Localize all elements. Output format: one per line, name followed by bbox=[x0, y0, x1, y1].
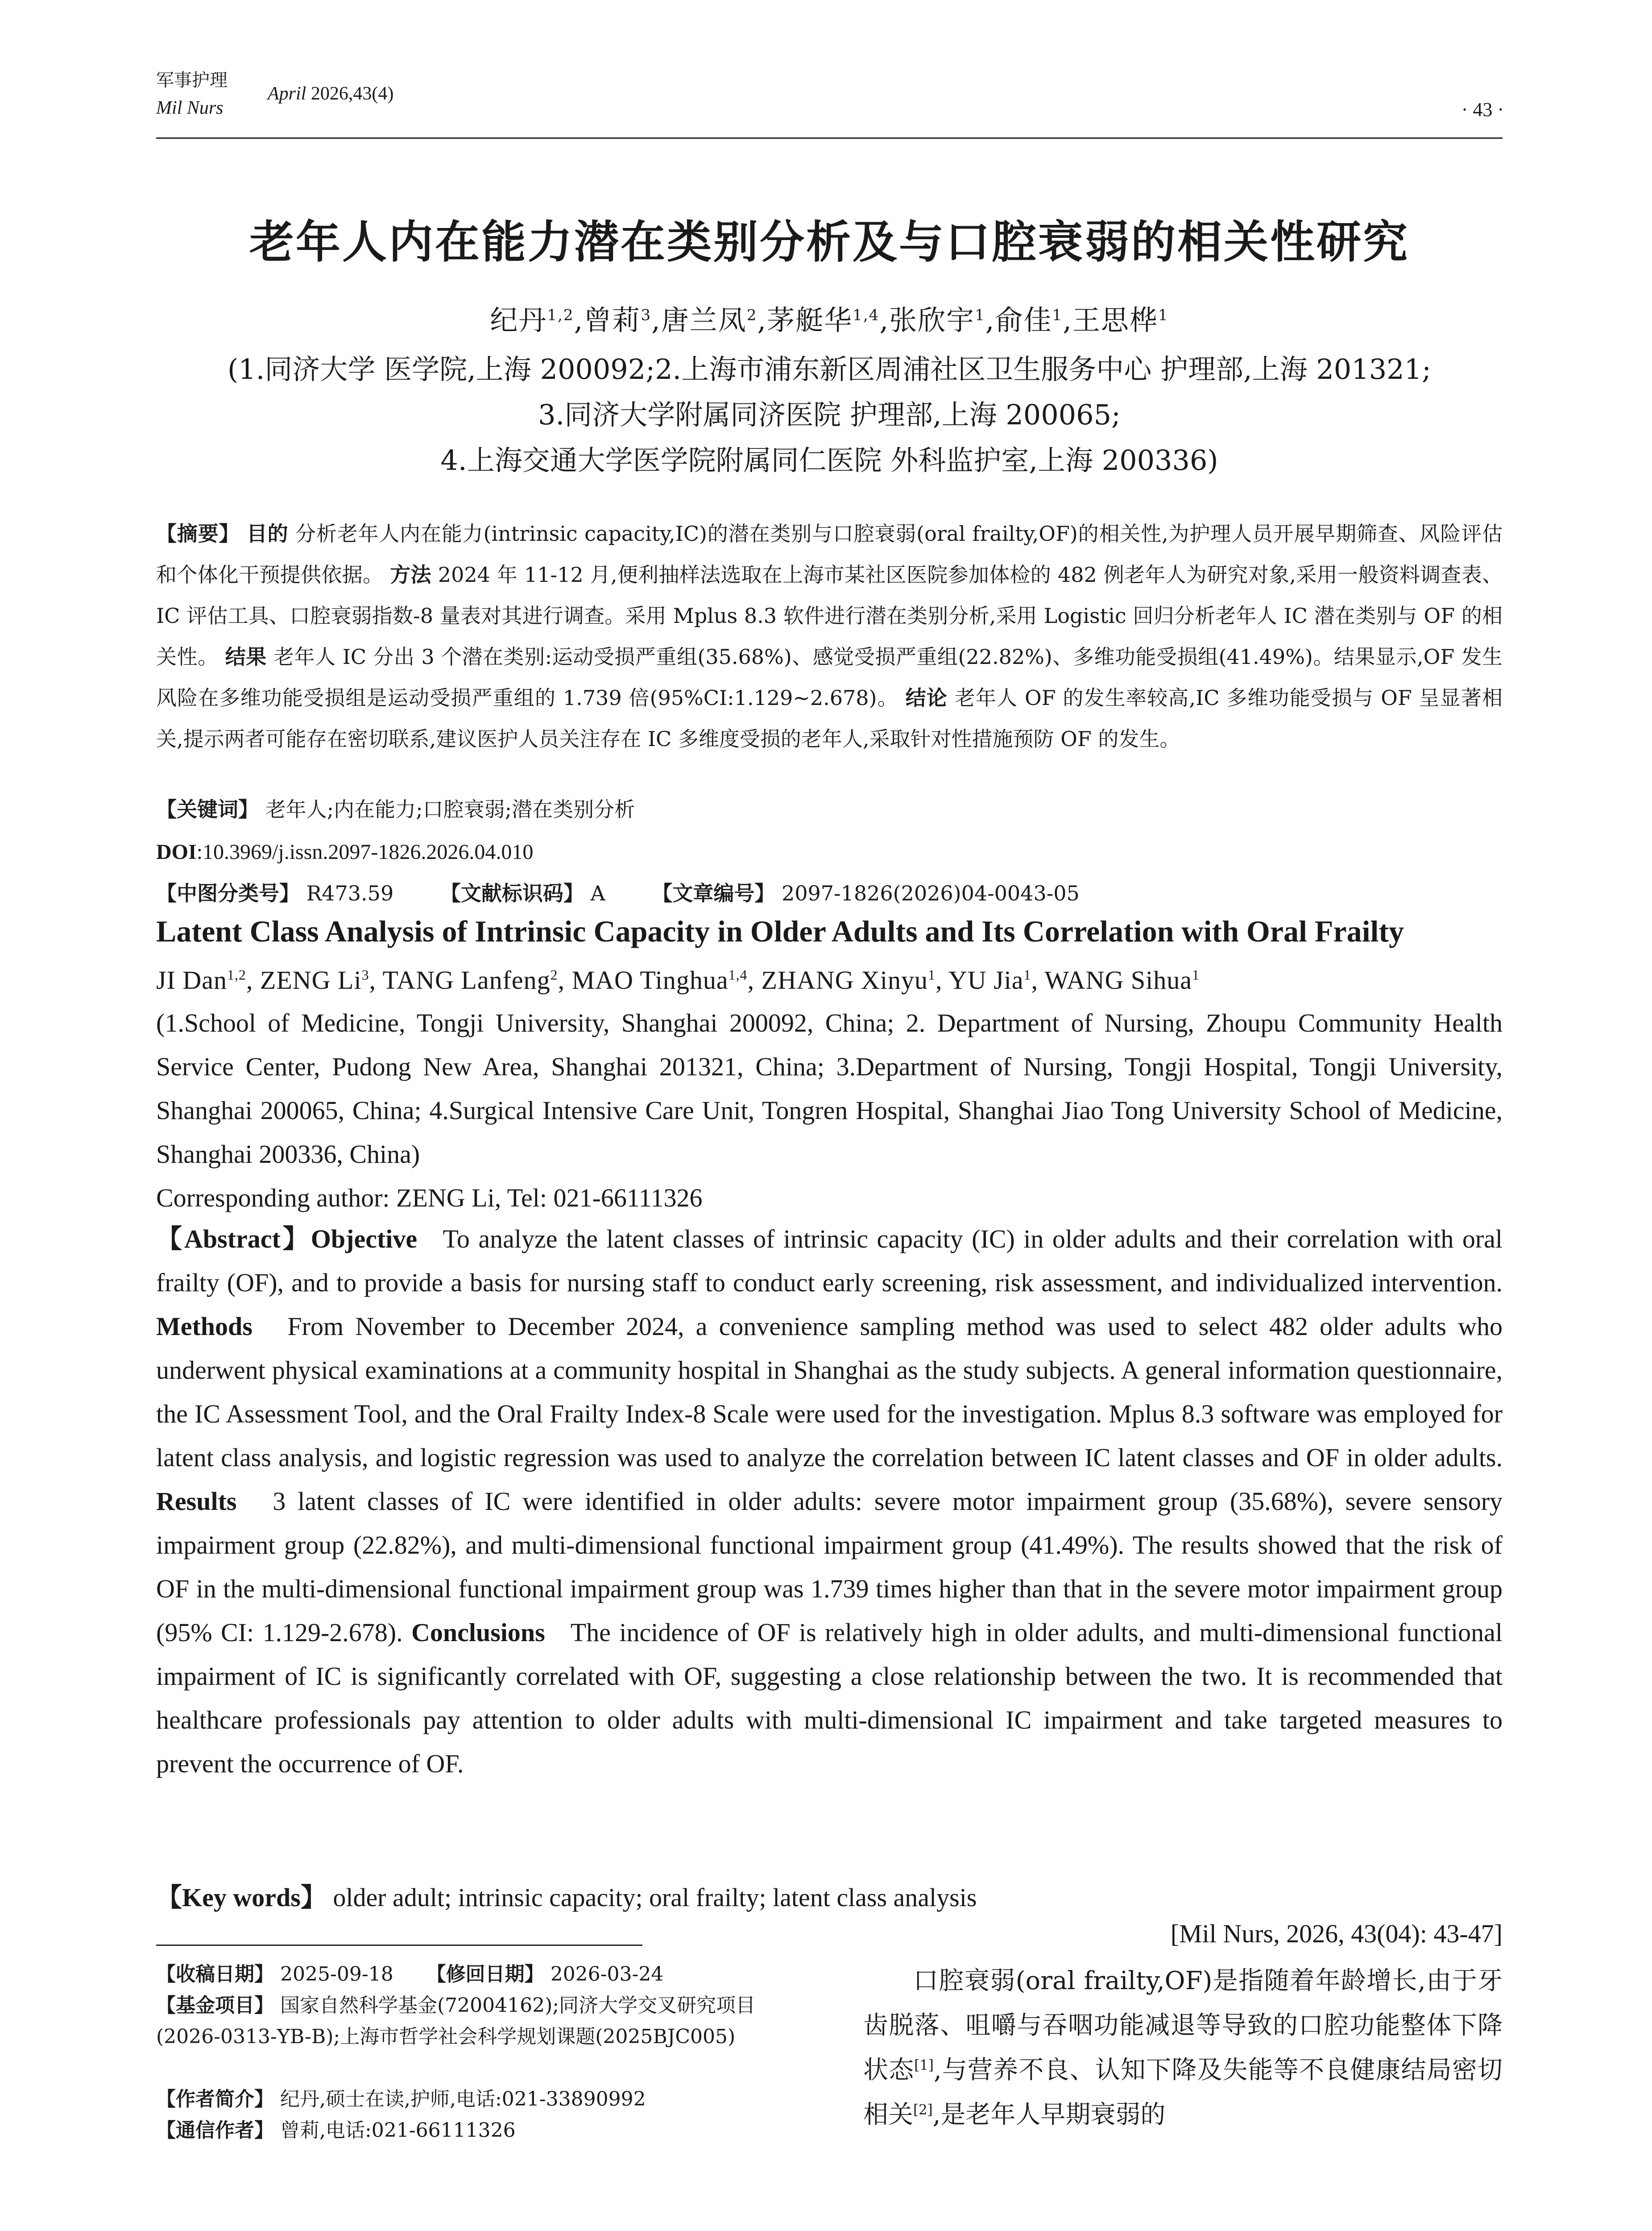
footnote-corresponding bbox=[156, 2115, 803, 2146]
conclusion-label-cn: 结论 bbox=[905, 686, 948, 710]
author-affiliation-mark: 1 bbox=[1052, 306, 1063, 324]
author-name: 唐兰凤 bbox=[661, 304, 747, 336]
reference-2: [2] bbox=[913, 2102, 933, 2118]
methods-en: From November to December 2024, a convenience sampling method was used to select 482 older adults who underwent physical examinations at a community hospital in Shanghai as the study subjects. A general information questionnaire, the IC Assessment Tool, and the Oral Frailty Index-8 Scale were used for the investigation. Mplus 8.3 software was employed for latent class analysis, and logistic regression was used to analyze the correlation between IC latent classes and OF in older adults. bbox=[156, 1312, 1503, 1472]
author-separator: , bbox=[246, 966, 260, 995]
results-label-en: Results bbox=[156, 1487, 237, 1516]
author-separator: , bbox=[1031, 966, 1045, 995]
author-separator: , bbox=[574, 304, 584, 336]
received-date: 2025-09-18 bbox=[280, 1963, 393, 1986]
citation: [Mil Nurs, 2026, 43(04): 43-47] bbox=[1170, 1919, 1503, 1948]
abstract-cn-label: 【摘要】 bbox=[156, 522, 240, 546]
footnote-rule bbox=[156, 1945, 642, 1946]
doi-value: :10.3969/j.issn.2097-1826.2026.04.010 bbox=[196, 840, 534, 864]
results-label-cn: 结果 bbox=[225, 645, 267, 669]
abstract-en bbox=[156, 1217, 1503, 1786]
keywords-cn bbox=[156, 789, 1503, 830]
title-cn: 老年人内在能力潜在类别分析及与口腔衰弱的相关性研究 bbox=[249, 216, 1409, 268]
author-separator: , bbox=[935, 966, 948, 995]
author-affiliation-mark: 3 bbox=[361, 967, 369, 983]
author-separator: , bbox=[747, 966, 762, 995]
author-affiliation-mark: 1 bbox=[1023, 967, 1031, 983]
doc-code-label: 【文献标识码】 bbox=[440, 881, 584, 905]
objective-label-cn: 目的 bbox=[246, 522, 289, 546]
issue-volume: 2026,43(4) bbox=[306, 83, 394, 104]
revised-label: 【修回日期】 bbox=[426, 1963, 544, 1986]
body-paragraph bbox=[863, 1959, 1503, 2137]
authors-cn bbox=[156, 298, 1503, 338]
conclusions-label-en: Conclusions bbox=[411, 1618, 545, 1647]
issue-month: April bbox=[268, 83, 306, 104]
issue-date bbox=[268, 83, 393, 104]
methods-label-en: Methods bbox=[156, 1312, 253, 1341]
author-separator: , bbox=[1063, 304, 1072, 336]
objective-label-en: Objective bbox=[311, 1224, 418, 1253]
footnote-dates bbox=[156, 1959, 803, 1990]
author-intro-text: 纪丹,硕士在读,护师,电话:021-33890992 bbox=[280, 2088, 646, 2111]
author-affiliation-mark: 1 bbox=[1192, 967, 1200, 983]
abstract-en-label: 【Abstract】 bbox=[156, 1224, 311, 1253]
conclusion-cn: 老年人 OF 的发生率较高,IC 多维功能受损与 OF 呈显著相关,提示两者可能存在密切联系,建议医护人员关注存在 IC 多维度受损的老年人,采取针对性措施预防 OF 的发生。 bbox=[156, 686, 1503, 751]
author-separator: , bbox=[651, 304, 661, 336]
clc-value: R473.59 bbox=[306, 881, 394, 905]
corresponding-label: 【通信作者】 bbox=[156, 2119, 274, 2142]
author-affiliation-mark: 1 bbox=[928, 967, 936, 983]
author-name: ZHANG Xinyu bbox=[761, 966, 928, 995]
author-name: MAO Tinghua bbox=[571, 966, 729, 995]
doi bbox=[156, 832, 1503, 873]
reference-1: [1] bbox=[914, 2057, 934, 2073]
affiliation-cn-1: (1.同济大学 医学院,上海 200092;2.上海市浦东新区周浦社区卫生服务中心 护理部,上海 201321; bbox=[228, 353, 1431, 386]
author-name: ZENG Li bbox=[260, 966, 362, 995]
keywords-cn-label: 【关键词】 bbox=[156, 797, 259, 821]
author-name: WANG Sihua bbox=[1044, 966, 1192, 995]
body-text-3: ,是老年人早期衰弱的 bbox=[932, 2100, 1166, 2129]
author-name: 王思桦 bbox=[1072, 304, 1158, 336]
page-number: · 43 · bbox=[1461, 99, 1504, 120]
journal-name-cn: 军事护理 bbox=[156, 70, 228, 91]
results-en: 3 latent classes of IC were identified in older adults: severe motor impairment group (35.68%), severe sensory impairment group (22.82%), and multi-dimensional functional impairment group (41.49%). The results showed that the risk of OF in the multi-dimensional functional impairment group was 1.739 times higher than that in the severe motor impairment group (95% CI: 1.129-2.678). bbox=[156, 1487, 1503, 1647]
body-text-1: 口腔衰弱(oral frailty,OF)是指随着年龄增长,由于牙齿脱落、咀嚼与吞咽功能减退等导致的口腔功能整体下降状态 bbox=[863, 1966, 1503, 2085]
affiliation-en: (1.School of Medicine, Tongji University, Shanghai 200092, China; 2. Department of Nursing, Zhoupu Community Health Service Center, Pudong New Area, Shanghai 201321, China; 3.Department of Nursing, Tongji Hospital, Tongji University, Shanghai 200065, China; 4.Surgical Intensive Care Unit, Tongren Hospital, Shanghai Jiao Tong University School of Medicine, Shanghai 200336, China) bbox=[156, 1008, 1503, 1169]
title-en: Latent Class Analysis of Intrinsic Capacity in Older Adults and Its Correlation with Oral Frailty bbox=[156, 914, 1404, 948]
results-cn: 老年人 IC 分出 3 个潜在类别:运动受损严重组(35.68%)、感觉受损严重组(22.82%)、多维功能受损组(41.49%)。结果显示,OF 发生风险在多维功能受损组是运动受损严重组的 1.739 倍(95%CI:1.129~2.678)。 bbox=[156, 645, 1503, 710]
corresponding-author-en: Corresponding author: ZENG Li, Tel: 021-66111326 bbox=[156, 1183, 703, 1212]
author-name: 茅艇华 bbox=[767, 304, 853, 336]
footnote-fund bbox=[156, 1990, 803, 2053]
classification-line bbox=[156, 873, 1503, 914]
author-affiliation-mark: 1,2 bbox=[547, 306, 574, 324]
author-name: 俞佳 bbox=[995, 304, 1052, 336]
author-affiliation-mark: 2 bbox=[550, 967, 558, 983]
author-affiliation-mark: 1,4 bbox=[728, 967, 748, 983]
header-rule bbox=[156, 137, 1503, 139]
journal-name-en: Mil Nurs bbox=[156, 98, 224, 118]
revised-date: 2026-03-24 bbox=[550, 1963, 664, 1986]
author-affiliation-mark: 1,2 bbox=[227, 967, 246, 983]
author-name: TANG Lanfeng bbox=[382, 966, 551, 995]
fund-label: 【基金项目】 bbox=[156, 1994, 274, 2017]
footnote-author bbox=[156, 2084, 803, 2115]
body-text-2: ,与营养不良、认知下降及失能等不良健康结局密切相关 bbox=[863, 2056, 1503, 2129]
author-affiliation-mark: 1,4 bbox=[853, 306, 880, 324]
keywords-en-text: older adult; intrinsic capacity; oral frailty; latent class analysis bbox=[333, 1883, 977, 1912]
keywords-en-label: 【Key words】 bbox=[156, 1883, 327, 1912]
fund-text: 国家自然科学基金(72004162);同济大学交叉研究项目(2026-0313-YB-B);上海市哲学社会科学规划课题(2025BJC005) bbox=[156, 1994, 756, 2048]
authors-en bbox=[156, 958, 1503, 1002]
author-name: JI Dan bbox=[156, 966, 228, 995]
doc-code-value: A bbox=[590, 881, 605, 905]
abstract-cn bbox=[156, 513, 1503, 759]
clc-label: 【中图分类号】 bbox=[156, 881, 300, 905]
author-name: YU Jia bbox=[948, 966, 1024, 995]
received-label: 【收稿日期】 bbox=[156, 1963, 274, 1986]
author-name: 张欣宇 bbox=[889, 304, 975, 336]
author-separator: , bbox=[879, 304, 890, 336]
article-number-label: 【文章编号】 bbox=[652, 881, 775, 905]
methods-cn: 2024 年 11-12 月,便利抽样法选取在上海市某社区医院参加体检的 482 例老年人为研究对象,采用一般资料调查表、IC 评估工具、口腔衰弱指数-8 量表对其进行调查。采用 Mplus 8.3 软件进行潜在类别分析,采用 Logistic 回归分析老年人 IC 潜在类别与 OF 的相关性。 bbox=[156, 563, 1503, 669]
author-name: 纪丹 bbox=[490, 304, 547, 336]
methods-label-cn: 方法 bbox=[390, 563, 431, 587]
author-affiliation-mark: 1 bbox=[1158, 306, 1169, 324]
author-separator: , bbox=[558, 966, 572, 995]
affiliation-cn-3: 4.上海交通大学医学院附属同仁医院 外科监护室,上海 200336) bbox=[440, 444, 1218, 477]
author-affiliation-mark: 3 bbox=[641, 306, 651, 324]
author-separator: , bbox=[985, 304, 995, 336]
author-separator: , bbox=[757, 304, 767, 336]
affiliation-cn-2: 3.同济大学附属同济医院 护理部,上海 200065; bbox=[538, 398, 1121, 431]
corresponding-text: 曾莉,电话:021-66111326 bbox=[280, 2119, 516, 2142]
article-number-value: 2097-1826(2026)04-0043-05 bbox=[781, 881, 1080, 905]
author-affiliation-mark: 2 bbox=[746, 306, 758, 324]
author-name: 曾莉 bbox=[584, 304, 641, 336]
keywords-en bbox=[156, 1876, 1503, 1920]
objective-en: To analyze the latent classes of intrinsic capacity (IC) in older adults and their correlation with oral frailty (OF), and to provide a basis for nursing staff to conduct early screening, risk assessment, and individualized intervention. bbox=[156, 1224, 1503, 1297]
doi-label: DOI bbox=[156, 840, 197, 864]
objective-cn: 分析老年人内在能力(intrinsic capacity,IC)的潜在类别与口腔衰弱(oral frailty,OF)的相关性,为护理人员开展早期筛查、风险评估和个体化干预提供依据。 bbox=[156, 522, 1503, 587]
author-affiliation-mark: 1 bbox=[975, 306, 985, 324]
keywords-cn-text: 老年人;内在能力;口腔衰弱;潜在类别分析 bbox=[265, 797, 635, 821]
author-separator: , bbox=[369, 966, 383, 995]
author-intro-label: 【作者简介】 bbox=[156, 2088, 274, 2111]
conclusions-en: The incidence of OF is relatively high in older adults, and multi-dimensional functional impairment of IC is significantly correlated with OF, suggesting a close relationship between the two. It is recommended that healthcare professionals pay attention to older adults with multi-dimensional IC impairment and take targeted measures to prevent the occurrence of OF. bbox=[156, 1618, 1503, 1778]
